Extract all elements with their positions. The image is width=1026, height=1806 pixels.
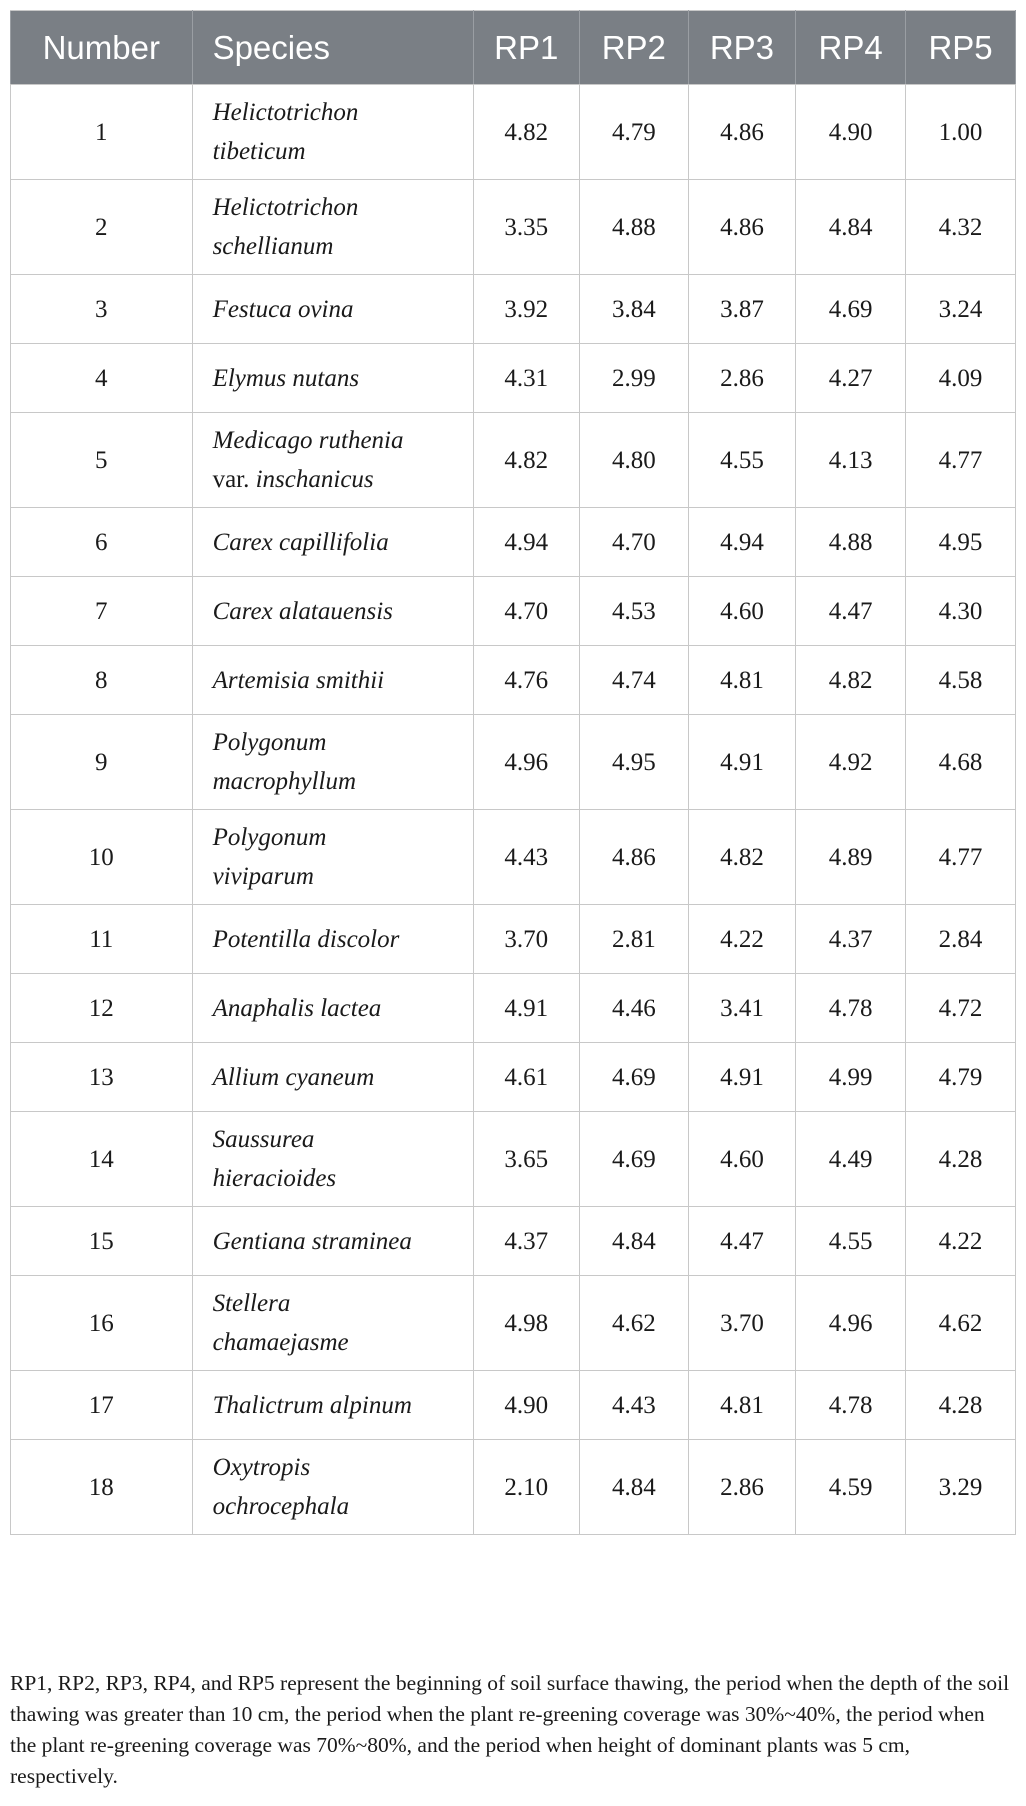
header-rp4: RP4 [796, 11, 906, 85]
cell-rp1: 4.98 [473, 1276, 579, 1371]
cell-rp5: 4.32 [906, 180, 1016, 275]
cell-number: 5 [11, 413, 193, 508]
cell-species [192, 577, 473, 646]
cell-species [192, 180, 473, 275]
cell-rp3: 2.86 [688, 344, 796, 413]
cell-rp1: 4.82 [473, 413, 579, 508]
species-name-line2: hieracioides [212, 1165, 337, 1192]
cell-rp2: 4.80 [579, 413, 688, 508]
cell-rp5: 4.22 [906, 1207, 1016, 1276]
cell-rp2: 4.69 [579, 1043, 688, 1112]
cell-rp2: 4.62 [579, 1276, 688, 1371]
cell-rp2: 4.79 [579, 85, 688, 180]
cell-rp1: 4.43 [473, 810, 579, 905]
cell-rp5: 4.30 [906, 577, 1016, 646]
table-row [11, 974, 1016, 1043]
cell-species [192, 413, 473, 508]
species-name-line1: Polygonum [212, 824, 327, 851]
cell-rp2: 4.84 [579, 1440, 688, 1535]
cell-rp1: 3.70 [473, 905, 579, 974]
table-row [11, 180, 1016, 275]
cell-number: 10 [11, 810, 193, 905]
cell-rp1: 4.91 [473, 974, 579, 1043]
species-name-line2: ochrocephala [212, 1493, 350, 1520]
cell-rp4: 4.90 [796, 85, 906, 180]
species-rp-table [10, 10, 1016, 1535]
cell-rp3: 4.55 [688, 413, 796, 508]
species-name-line1: Gentiana straminea [212, 1227, 412, 1255]
species-name-line1: Helictotrichon [212, 99, 359, 126]
species-name-line2: macrophyllum [212, 768, 357, 795]
table-row [11, 1112, 1016, 1207]
header-rp1: RP1 [473, 11, 579, 85]
cell-number: 17 [11, 1371, 193, 1440]
cell-number: 18 [11, 1440, 193, 1535]
cell-number: 15 [11, 1207, 193, 1276]
cell-rp5: 4.79 [906, 1043, 1016, 1112]
table-row [11, 905, 1016, 974]
cell-species [192, 974, 473, 1043]
cell-rp1: 4.82 [473, 85, 579, 180]
species-name-line1: Artemisia smithii [212, 666, 385, 694]
table-row [11, 1043, 1016, 1112]
cell-number: 12 [11, 974, 193, 1043]
cell-rp3: 4.81 [688, 646, 796, 715]
species-name-line1: Potentilla discolor [212, 925, 400, 953]
cell-rp5: 4.72 [906, 974, 1016, 1043]
species-name-line1: Oxytropis [212, 1454, 311, 1481]
species-name-line1: Stellera [212, 1290, 291, 1317]
cell-rp5: 4.09 [906, 344, 1016, 413]
cell-rp2: 4.84 [579, 1207, 688, 1276]
cell-rp3: 4.91 [688, 715, 796, 810]
header-rp3: RP3 [688, 11, 796, 85]
cell-rp5: 4.28 [906, 1112, 1016, 1207]
cell-rp3: 3.41 [688, 974, 796, 1043]
cell-species [192, 905, 473, 974]
species-name-line1: Medicago ruthenia [212, 427, 404, 454]
cell-rp4: 4.47 [796, 577, 906, 646]
cell-rp3: 4.47 [688, 1207, 796, 1276]
cell-rp4: 4.59 [796, 1440, 906, 1535]
cell-rp5: 1.00 [906, 85, 1016, 180]
header-number: Number [11, 11, 193, 85]
cell-number: 16 [11, 1276, 193, 1371]
cell-rp3: 4.91 [688, 1043, 796, 1112]
cell-rp5: 4.95 [906, 508, 1016, 577]
species-table-container [10, 10, 1016, 1535]
cell-rp2: 4.74 [579, 646, 688, 715]
cell-rp4: 4.99 [796, 1043, 906, 1112]
cell-rp3: 3.70 [688, 1276, 796, 1371]
table-row [11, 715, 1016, 810]
species-name-line2: chamaejasme [212, 1329, 349, 1356]
cell-rp1: 3.92 [473, 275, 579, 344]
table-footnote: RP1, RP2, RP3, RP4, and RP5 represent the beginning of soil surface thawing, the period when the depth of the soil thawing was greater than 10 cm, the period when the plant re-greening coverage was 30%~40%, the period when the plant re-greening coverage was 70%~80%, and the period when height of dominant plants was 5 cm, respectively. [10, 1671, 1010, 1788]
cell-rp3: 3.87 [688, 275, 796, 344]
cell-number: 6 [11, 508, 193, 577]
cell-rp2: 4.88 [579, 180, 688, 275]
cell-species [192, 275, 473, 344]
cell-rp1: 4.94 [473, 508, 579, 577]
species-name-line1: Helictotrichon [212, 194, 359, 221]
species-name-line1: Allium cyaneum [212, 1063, 375, 1091]
cell-rp1: 4.76 [473, 646, 579, 715]
cell-rp3: 4.86 [688, 180, 796, 275]
cell-rp4: 4.96 [796, 1276, 906, 1371]
cell-species [192, 1276, 473, 1371]
cell-number: 7 [11, 577, 193, 646]
cell-rp4: 4.49 [796, 1112, 906, 1207]
cell-number: 14 [11, 1112, 193, 1207]
cell-species [192, 646, 473, 715]
table-row [11, 413, 1016, 508]
cell-rp4: 4.69 [796, 275, 906, 344]
cell-species [192, 810, 473, 905]
cell-rp5: 3.29 [906, 1440, 1016, 1535]
cell-rp4: 4.27 [796, 344, 906, 413]
table-row [11, 1371, 1016, 1440]
cell-rp5: 3.24 [906, 275, 1016, 344]
table-row [11, 508, 1016, 577]
cell-rp4: 4.89 [796, 810, 906, 905]
cell-rp3: 4.60 [688, 577, 796, 646]
cell-rp4: 4.78 [796, 1371, 906, 1440]
species-name-line2: viviparum [212, 863, 314, 890]
cell-rp1: 4.61 [473, 1043, 579, 1112]
cell-rp2: 2.81 [579, 905, 688, 974]
cell-species [192, 715, 473, 810]
cell-rp2: 4.46 [579, 974, 688, 1043]
species-name-line1: Thalictrum alpinum [212, 1391, 412, 1419]
header-species: Species [192, 11, 473, 85]
cell-rp1: 2.10 [473, 1440, 579, 1535]
cell-rp4: 4.13 [796, 413, 906, 508]
cell-rp2: 4.86 [579, 810, 688, 905]
cell-rp4: 4.84 [796, 180, 906, 275]
cell-number: 8 [11, 646, 193, 715]
cell-rp3: 4.86 [688, 85, 796, 180]
table-row [11, 577, 1016, 646]
cell-species [192, 1207, 473, 1276]
cell-rp5: 4.77 [906, 810, 1016, 905]
cell-rp3: 4.81 [688, 1371, 796, 1440]
cell-rp3: 2.86 [688, 1440, 796, 1535]
species-name-line2: schellianum [212, 233, 334, 260]
cell-rp4: 4.92 [796, 715, 906, 810]
cell-number: 13 [11, 1043, 193, 1112]
cell-number: 2 [11, 180, 193, 275]
cell-rp2: 4.70 [579, 508, 688, 577]
cell-number: 4 [11, 344, 193, 413]
species-name-line1: Saussurea [212, 1126, 315, 1153]
cell-rp1: 4.31 [473, 344, 579, 413]
species-name-line1: Polygonum [212, 729, 327, 756]
species-rank-prefix: var. [212, 466, 256, 493]
cell-rp1: 3.65 [473, 1112, 579, 1207]
table-row [11, 85, 1016, 180]
table-row [11, 1440, 1016, 1535]
cell-rp3: 4.94 [688, 508, 796, 577]
cell-number: 11 [11, 905, 193, 974]
cell-species [192, 1112, 473, 1207]
cell-rp1: 4.70 [473, 577, 579, 646]
cell-species [192, 1371, 473, 1440]
cell-rp1: 4.90 [473, 1371, 579, 1440]
table-row [11, 810, 1016, 905]
species-name-line1: Festuca ovina [212, 295, 354, 323]
species-name-line1: Anaphalis lactea [212, 994, 382, 1022]
cell-rp2: 4.95 [579, 715, 688, 810]
cell-rp4: 4.55 [796, 1207, 906, 1276]
cell-species [192, 85, 473, 180]
cell-species [192, 1043, 473, 1112]
cell-rp2: 3.84 [579, 275, 688, 344]
cell-number: 3 [11, 275, 193, 344]
species-name-line2: tibeticum [212, 138, 306, 165]
cell-rp3: 4.60 [688, 1112, 796, 1207]
table-row [11, 344, 1016, 413]
cell-rp4: 4.88 [796, 508, 906, 577]
cell-species [192, 508, 473, 577]
cell-rp5: 4.58 [906, 646, 1016, 715]
cell-rp5: 4.68 [906, 715, 1016, 810]
cell-rp3: 4.22 [688, 905, 796, 974]
cell-rp4: 4.78 [796, 974, 906, 1043]
table-row [11, 1207, 1016, 1276]
cell-number: 1 [11, 85, 193, 180]
cell-rp4: 4.37 [796, 905, 906, 974]
header-rp5: RP5 [906, 11, 1016, 85]
header-row [11, 11, 1016, 85]
table-row [11, 275, 1016, 344]
species-name-line1: Carex alatauensis [212, 597, 393, 625]
species-name-line2: inschanicus [255, 466, 374, 493]
cell-rp5: 2.84 [906, 905, 1016, 974]
species-name-line1: Carex capillifolia [212, 528, 389, 556]
table-row [11, 1276, 1016, 1371]
cell-rp2: 2.99 [579, 344, 688, 413]
cell-rp2: 4.53 [579, 577, 688, 646]
cell-rp2: 4.69 [579, 1112, 688, 1207]
species-name-line1: Elymus nutans [212, 364, 360, 392]
cell-rp5: 4.62 [906, 1276, 1016, 1371]
cell-rp5: 4.28 [906, 1371, 1016, 1440]
cell-species [192, 344, 473, 413]
cell-rp5: 4.77 [906, 413, 1016, 508]
cell-rp1: 4.96 [473, 715, 579, 810]
cell-rp1: 4.37 [473, 1207, 579, 1276]
cell-species [192, 1440, 473, 1535]
table-row [11, 646, 1016, 715]
cell-rp2: 4.43 [579, 1371, 688, 1440]
cell-rp1: 3.35 [473, 180, 579, 275]
header-rp2: RP2 [579, 11, 688, 85]
cell-number: 9 [11, 715, 193, 810]
cell-rp4: 4.82 [796, 646, 906, 715]
cell-rp3: 4.82 [688, 810, 796, 905]
